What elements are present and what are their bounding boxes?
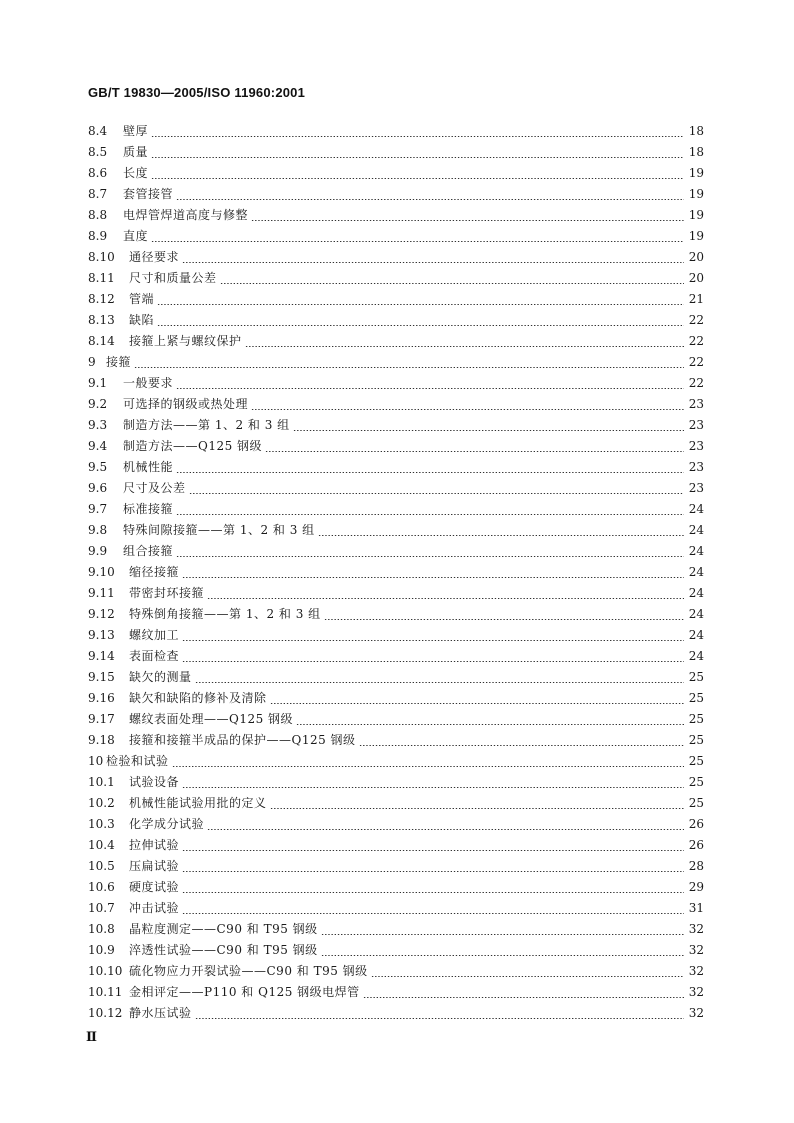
toc-page-number: 29	[688, 880, 704, 894]
toc-entry[interactable]	[88, 499, 704, 520]
toc-entry[interactable]	[88, 877, 704, 898]
toc-page-number: 25	[688, 712, 704, 726]
toc-section-number: 8.10	[88, 250, 115, 264]
toc-section-number: 9.12	[88, 607, 115, 621]
toc-page-number: 18	[688, 124, 704, 138]
toc-page-number: 24	[688, 628, 704, 642]
toc-section-number: 8.4	[88, 124, 108, 138]
toc-entry[interactable]	[88, 919, 704, 940]
toc-section-number: 8.8	[88, 208, 108, 222]
toc-section-number: 9.3	[88, 418, 108, 432]
toc-page-number: 22	[688, 355, 704, 369]
toc-section-title: 检验和试验	[106, 754, 169, 768]
toc-dot-leader	[182, 661, 684, 662]
page-number: Ⅱ	[86, 1030, 97, 1045]
toc-section-title: 硬度试验	[129, 880, 180, 894]
toc-section-title: 特殊倒角接箍——第 1、2 和 3 组	[129, 607, 321, 621]
toc-dot-leader	[293, 430, 684, 431]
toc-section-number: 10.1	[88, 775, 115, 789]
toc-page-number: 25	[688, 670, 704, 684]
toc-page-number: 32	[688, 985, 704, 999]
toc-dot-leader	[251, 220, 684, 221]
toc-section-title: 管端	[129, 292, 155, 306]
toc-dot-leader	[151, 157, 684, 158]
toc-section-number: 9.9	[88, 544, 108, 558]
toc-entry[interactable]	[88, 583, 704, 604]
toc-page-number: 19	[688, 208, 704, 222]
toc-entry[interactable]	[88, 352, 704, 373]
toc-section-number: 10.8	[88, 922, 115, 936]
toc-entry[interactable]	[88, 520, 704, 541]
toc-entry[interactable]	[88, 268, 704, 289]
toc-section-title: 缺欠和缺陷的修补及清除	[129, 691, 267, 705]
toc-dot-leader	[176, 514, 684, 515]
toc-page-number: 32	[688, 943, 704, 957]
toc-page-number: 24	[688, 649, 704, 663]
standard-number-header: GB/T 19830—2005/ISO 11960:2001	[88, 85, 306, 100]
toc-page-number: 19	[688, 187, 704, 201]
toc-section-title: 压扁试验	[129, 859, 180, 873]
toc-dot-leader	[195, 1018, 684, 1019]
toc-entry[interactable]	[88, 562, 704, 583]
toc-dot-leader	[182, 850, 684, 851]
toc-entry[interactable]	[88, 646, 704, 667]
toc-page-number: 21	[688, 292, 704, 306]
toc-dot-leader	[182, 871, 684, 872]
toc-section-title: 机械性能试验用批的定义	[129, 796, 267, 810]
toc-section-title: 缺陷	[129, 313, 155, 327]
toc-section-number: 9.17	[88, 712, 115, 726]
toc-section-title: 化学成分试验	[129, 817, 205, 831]
toc-section-number: 8.11	[88, 271, 115, 285]
toc-section-title: 硫化物应力开裂试验——C90 和 T95 钢级	[129, 964, 368, 978]
toc-section-title: 冲击试验	[129, 901, 180, 915]
toc-section-number: 9.8	[88, 523, 108, 537]
toc-dot-leader	[324, 619, 684, 620]
toc-entry[interactable]	[88, 310, 704, 331]
toc-section-number: 10.12	[88, 1006, 123, 1020]
toc-page-number: 25	[688, 796, 704, 810]
toc-section-title: 特殊间隙接箍——第 1、2 和 3 组	[123, 523, 315, 537]
toc-section-title: 壁厚	[123, 124, 149, 138]
toc-dot-leader	[296, 724, 684, 725]
toc-dot-leader	[182, 913, 684, 914]
toc-dot-leader	[220, 283, 684, 284]
toc-section-title: 尺寸和质量公差	[129, 271, 217, 285]
toc-section-number: 9.1	[88, 376, 108, 390]
toc-page-number: 31	[688, 901, 704, 915]
toc-section-number: 10.4	[88, 838, 115, 852]
toc-dot-leader	[182, 787, 684, 788]
toc-page-number: 32	[688, 1006, 704, 1020]
toc-section-number: 10.6	[88, 880, 115, 894]
toc-entry[interactable]	[88, 730, 704, 751]
toc-entry[interactable]	[88, 856, 704, 877]
toc-entry[interactable]	[88, 373, 704, 394]
toc-section-title: 螺纹加工	[129, 628, 180, 642]
toc-dot-leader	[182, 577, 684, 578]
toc-entry[interactable]	[88, 205, 704, 226]
toc-section-number: 10	[88, 754, 104, 768]
toc-entry[interactable]	[88, 898, 704, 919]
toc-section-title: 晶粒度测定——C90 和 T95 钢级	[129, 922, 318, 936]
toc-entry[interactable]	[88, 163, 704, 184]
toc-dot-leader	[265, 451, 684, 452]
toc-entry[interactable]	[88, 121, 704, 142]
toc-section-title: 试验设备	[129, 775, 180, 789]
toc-dot-leader	[195, 682, 684, 683]
toc-section-number: 9.13	[88, 628, 115, 642]
toc-section-number: 9.6	[88, 481, 108, 495]
toc-entry[interactable]	[88, 226, 704, 247]
toc-section-number: 9.4	[88, 439, 108, 453]
toc-page-number: 32	[688, 964, 704, 978]
toc-section-title: 金相评定——P110 和 Q125 钢级电焊管	[129, 985, 360, 999]
toc-page-number: 23	[688, 397, 704, 411]
toc-section-number: 9.7	[88, 502, 108, 516]
toc-page-number: 22	[688, 376, 704, 390]
toc-entry[interactable]	[88, 835, 704, 856]
toc-section-title: 接箍和接箍半成品的保护——Q125 钢级	[129, 733, 356, 747]
toc-entry[interactable]	[88, 247, 704, 268]
toc-page-number: 23	[688, 481, 704, 495]
toc-entry[interactable]	[88, 289, 704, 310]
toc-page-number: 25	[688, 733, 704, 747]
toc-section-title: 长度	[123, 166, 149, 180]
toc-page-number: 24	[688, 565, 704, 579]
toc-section-number: 10.3	[88, 817, 115, 831]
toc-section-number: 8.12	[88, 292, 115, 306]
toc-entry[interactable]	[88, 604, 704, 625]
toc-entry[interactable]	[88, 688, 704, 709]
toc-page-number: 24	[688, 544, 704, 558]
toc-dot-leader	[270, 703, 684, 704]
toc-page-number: 32	[688, 922, 704, 936]
toc-section-title: 淬透性试验——C90 和 T95 钢级	[129, 943, 318, 957]
toc-entry[interactable]	[88, 1003, 704, 1024]
toc-section-title: 通径要求	[129, 250, 180, 264]
toc-section-title: 制造方法——第 1、2 和 3 组	[123, 418, 290, 432]
toc-section-title: 电焊管焊道高度与修整	[123, 208, 249, 222]
toc-page-number: 24	[688, 502, 704, 516]
toc-section-number: 9.14	[88, 649, 115, 663]
toc-section-title: 带密封环接箍	[129, 586, 205, 600]
toc-entry[interactable]	[88, 541, 704, 562]
toc-entry[interactable]	[88, 814, 704, 835]
toc-entry[interactable]	[88, 142, 704, 163]
toc-entry[interactable]	[88, 751, 704, 772]
toc-page-number: 20	[688, 250, 704, 264]
table-of-contents	[88, 121, 704, 1024]
toc-entry[interactable]	[88, 625, 704, 646]
toc-section-title: 机械性能	[123, 460, 174, 474]
toc-dot-leader	[189, 493, 684, 494]
toc-section-title: 制造方法——Q125 钢级	[123, 439, 263, 453]
toc-page-number: 23	[688, 460, 704, 474]
toc-section-number: 10.7	[88, 901, 115, 915]
toc-section-number: 9.18	[88, 733, 115, 747]
toc-dot-leader	[134, 367, 684, 368]
toc-section-number: 8.5	[88, 145, 108, 159]
toc-section-title: 接箍	[106, 355, 132, 369]
toc-dot-leader	[172, 766, 684, 767]
toc-dot-leader	[321, 934, 684, 935]
toc-entry[interactable]	[88, 184, 704, 205]
toc-section-title: 直度	[123, 229, 149, 243]
toc-section-title: 接箍上紧与螺纹保护	[129, 334, 242, 348]
toc-dot-leader	[182, 640, 684, 641]
toc-section-number: 10.2	[88, 796, 115, 810]
toc-section-number: 8.7	[88, 187, 108, 201]
toc-section-title: 拉伸试验	[129, 838, 180, 852]
toc-section-title: 组合接箍	[123, 544, 174, 558]
toc-section-number: 8.13	[88, 313, 115, 327]
toc-section-title: 静水压试验	[129, 1006, 192, 1020]
toc-dot-leader	[157, 325, 684, 326]
toc-section-title: 可选择的钢级或热处理	[123, 397, 249, 411]
toc-dot-leader	[176, 199, 684, 200]
toc-entry[interactable]	[88, 457, 704, 478]
toc-dot-leader	[321, 955, 684, 956]
toc-section-number: 9.15	[88, 670, 115, 684]
toc-page-number: 26	[688, 838, 704, 852]
toc-page-number: 19	[688, 166, 704, 180]
toc-section-title: 质量	[123, 145, 149, 159]
toc-page-number: 22	[688, 313, 704, 327]
toc-dot-leader	[151, 178, 684, 179]
toc-entry[interactable]	[88, 709, 704, 730]
toc-section-title: 表面检查	[129, 649, 180, 663]
toc-section-number: 8.9	[88, 229, 108, 243]
toc-section-number: 10.9	[88, 943, 115, 957]
toc-page-number: 23	[688, 418, 704, 432]
toc-page-number: 19	[688, 229, 704, 243]
toc-section-number: 8.14	[88, 334, 115, 348]
toc-page-number: 24	[688, 523, 704, 537]
toc-entry[interactable]	[88, 793, 704, 814]
toc-section-number: 9.11	[88, 586, 115, 600]
toc-page-number: 25	[688, 691, 704, 705]
toc-section-number: 9.5	[88, 460, 108, 474]
toc-section-title: 螺纹表面处理——Q125 钢级	[129, 712, 294, 726]
toc-page-number: 24	[688, 586, 704, 600]
toc-dot-leader	[245, 346, 684, 347]
toc-section-title: 缩径接箍	[129, 565, 180, 579]
toc-section-title: 标准接箍	[123, 502, 174, 516]
toc-dot-leader	[151, 241, 684, 242]
toc-page-number: 25	[688, 775, 704, 789]
toc-section-title: 一般要求	[123, 376, 174, 390]
toc-entry[interactable]	[88, 436, 704, 457]
toc-page-number: 23	[688, 439, 704, 453]
toc-page-number: 26	[688, 817, 704, 831]
toc-entry[interactable]	[88, 940, 704, 961]
toc-page-number: 22	[688, 334, 704, 348]
toc-section-number: 9.2	[88, 397, 108, 411]
toc-section-number: 10.10	[88, 964, 123, 978]
toc-page-number: 25	[688, 754, 704, 768]
toc-entry[interactable]	[88, 667, 704, 688]
toc-section-title: 缺欠的测量	[129, 670, 192, 684]
toc-dot-leader	[371, 976, 684, 977]
toc-page-number: 28	[688, 859, 704, 873]
toc-entry[interactable]	[88, 772, 704, 793]
toc-page-number: 18	[688, 145, 704, 159]
toc-dot-leader	[182, 892, 684, 893]
toc-section-title: 尺寸及公差	[123, 481, 186, 495]
toc-section-title: 套管接管	[123, 187, 174, 201]
toc-dot-leader	[176, 556, 684, 557]
toc-page-number: 20	[688, 271, 704, 285]
toc-section-number: 8.6	[88, 166, 108, 180]
toc-section-number: 10.5	[88, 859, 115, 873]
toc-dot-leader	[359, 745, 684, 746]
toc-dot-leader	[157, 304, 684, 305]
toc-section-number: 9.10	[88, 565, 115, 579]
toc-dot-leader	[318, 535, 684, 536]
toc-dot-leader	[363, 997, 684, 998]
toc-dot-leader	[270, 808, 684, 809]
toc-dot-leader	[182, 262, 684, 263]
toc-entry[interactable]	[88, 478, 704, 499]
toc-dot-leader	[176, 472, 684, 473]
toc-dot-leader	[151, 136, 684, 137]
toc-dot-leader	[176, 388, 684, 389]
toc-dot-leader	[207, 829, 684, 830]
toc-dot-leader	[207, 598, 684, 599]
toc-dot-leader	[251, 409, 684, 410]
toc-entry[interactable]	[88, 394, 704, 415]
toc-entry[interactable]	[88, 982, 704, 1003]
toc-page-number: 24	[688, 607, 704, 621]
toc-entry[interactable]	[88, 415, 704, 436]
toc-section-number: 9	[88, 355, 96, 369]
toc-entry[interactable]	[88, 961, 704, 982]
toc-section-number: 10.11	[88, 985, 123, 999]
toc-section-number: 9.16	[88, 691, 115, 705]
toc-entry[interactable]	[88, 331, 704, 352]
